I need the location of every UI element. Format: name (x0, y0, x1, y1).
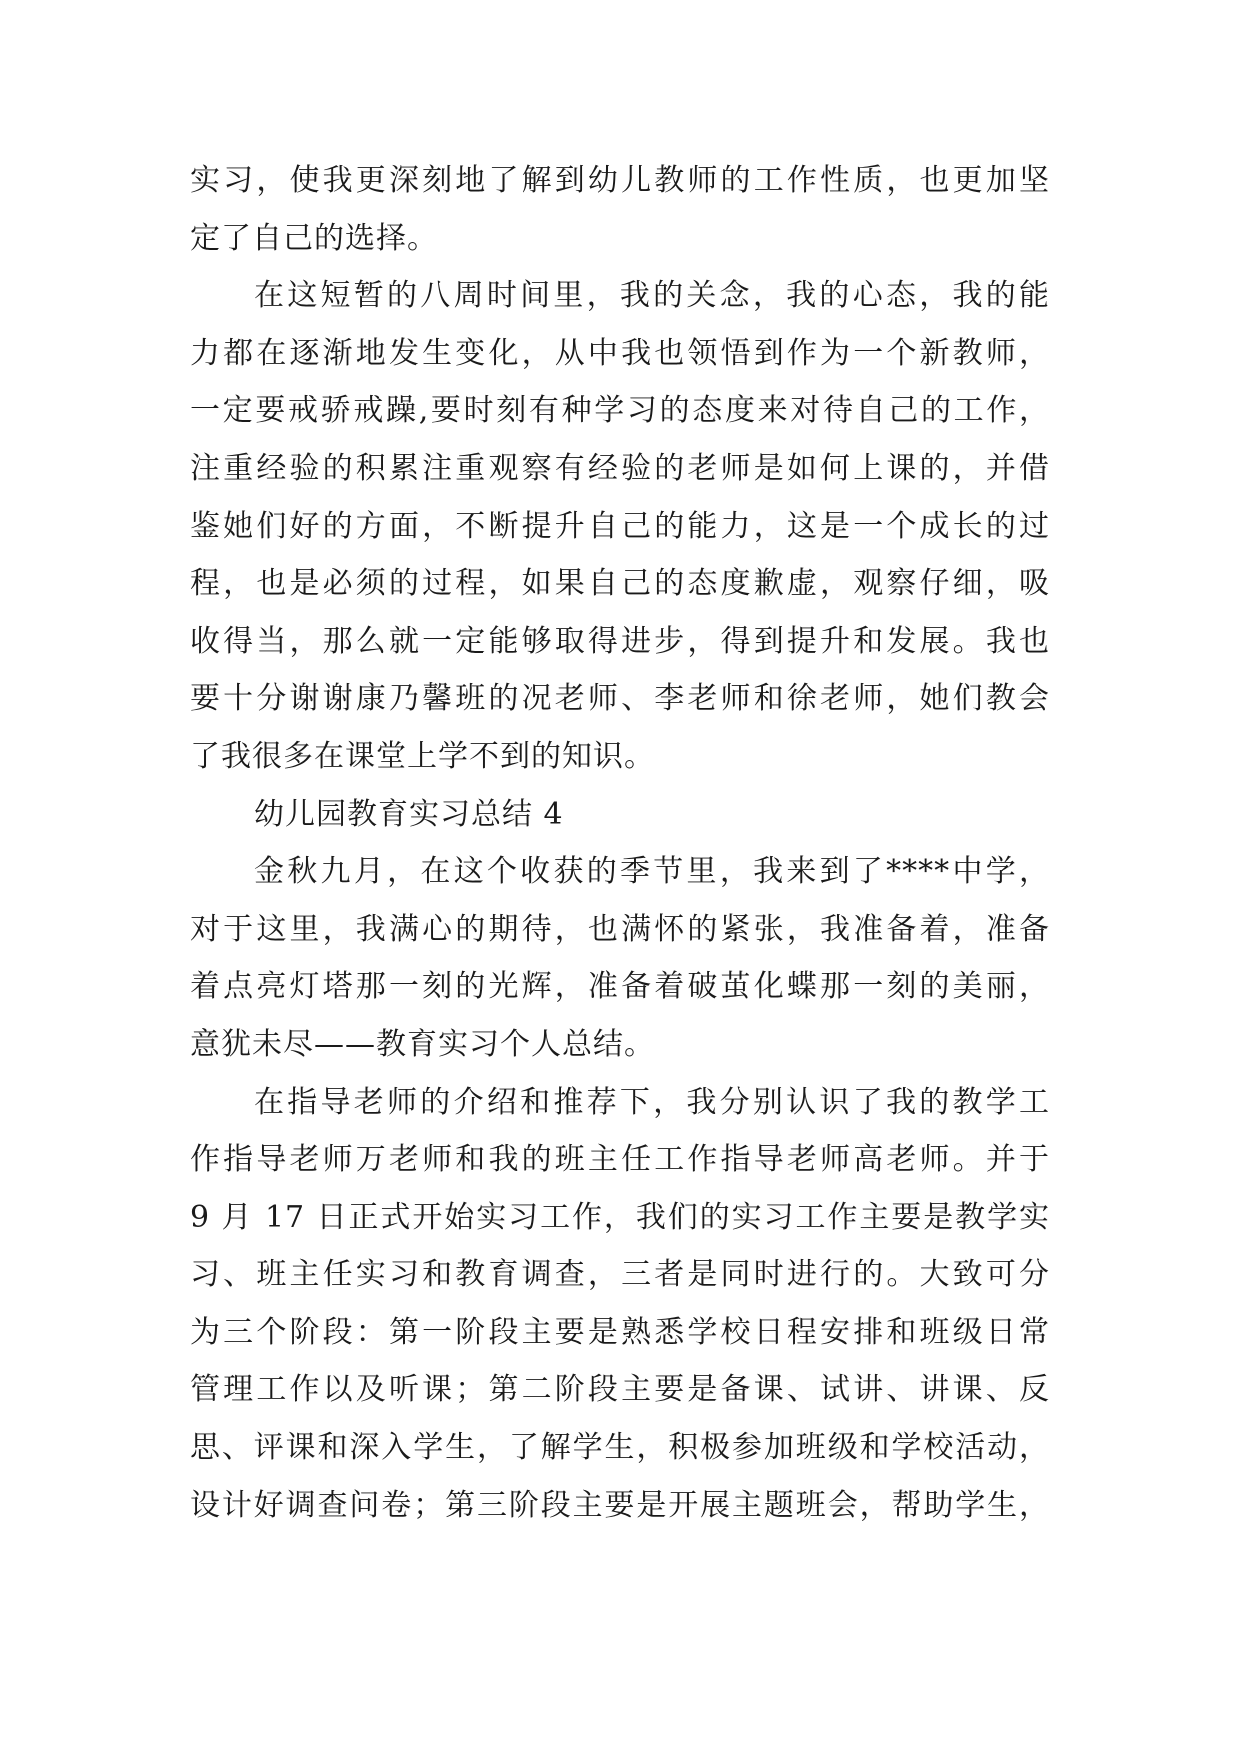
text-line: 实习，使我更深刻地了解到幼儿教师的工作性质，也更加坚 (190, 163, 1050, 198)
text-line: 一定要戒骄戒躁,要时刻有种学习的态度来对待自己的工作， (190, 393, 1050, 429)
paragraph-first-line: 在这短暂的八周时间里，我的关念，我的心态，我的能 (254, 278, 1050, 314)
text-line: 思、评课和深入学生，了解学生，积极参加班级和学校活动， (190, 1430, 1050, 1466)
text-line: 了我很多在课堂上学不到的知识。 (190, 738, 655, 774)
text-line: 着点亮灯塔那一刻的光辉，准备着破茧化蝶那一刻的美丽， (190, 969, 1050, 1005)
text-line: 为三个阶段：第一阶段主要是熟悉学校日程安排和班级日常 (190, 1314, 1050, 1350)
text-line: 意犹未尽——教育实习个人总结。 (190, 1026, 655, 1062)
paragraph-first-line: 在指导老师的介绍和推荐下，我分别认识了我的教学工 (254, 1084, 1050, 1120)
text-line: 设计好调查问卷；第三阶段主要是开展主题班会，帮助学生， (190, 1487, 1050, 1523)
text-line: 管理工作以及听课；第二阶段主要是备课、试讲、讲课、反 (190, 1372, 1050, 1408)
section-heading: 幼儿园教育实习总结 4 (254, 796, 564, 832)
text-line: 要十分谢谢康乃馨班的况老师、李老师和徐老师，她们教会 (190, 681, 1050, 717)
text-line: 习、班主任实习和教育调查，三者是同时进行的。大致可分 (190, 1257, 1050, 1293)
text-line: 作指导老师万老师和我的班主任工作指导老师高老师。并于 (190, 1142, 1050, 1178)
text-line: 注重经验的积累注重观察有经验的老师是如何上课的，并借 (190, 450, 1050, 486)
text-line: 收得当，那么就一定能够取得进步，得到提升和发展。我也 (190, 623, 1050, 659)
paragraph-first-line: 金秋九月，在这个收获的季节里，我来到了****中学， (254, 854, 1050, 890)
text-line: 对于这里，我满心的期待，也满怀的紧张，我准备着，准备 (190, 911, 1050, 947)
text-line: 力都在逐渐地发生变化，从中我也领悟到作为一个新教师， (190, 335, 1050, 371)
text-line: 程，也是必须的过程，如果自己的态度歉虚，观察仔细，吸 (190, 566, 1050, 602)
text-line: 定了自己的选择。 (190, 220, 438, 256)
text-line: 鉴她们好的方面，不断提升自己的能力，这是一个成长的过 (190, 508, 1050, 544)
text-line: 9 月 17 日正式开始实习工作，我们的实习工作主要是教学实 (190, 1199, 1050, 1235)
document-body (190, 152, 1050, 1534)
